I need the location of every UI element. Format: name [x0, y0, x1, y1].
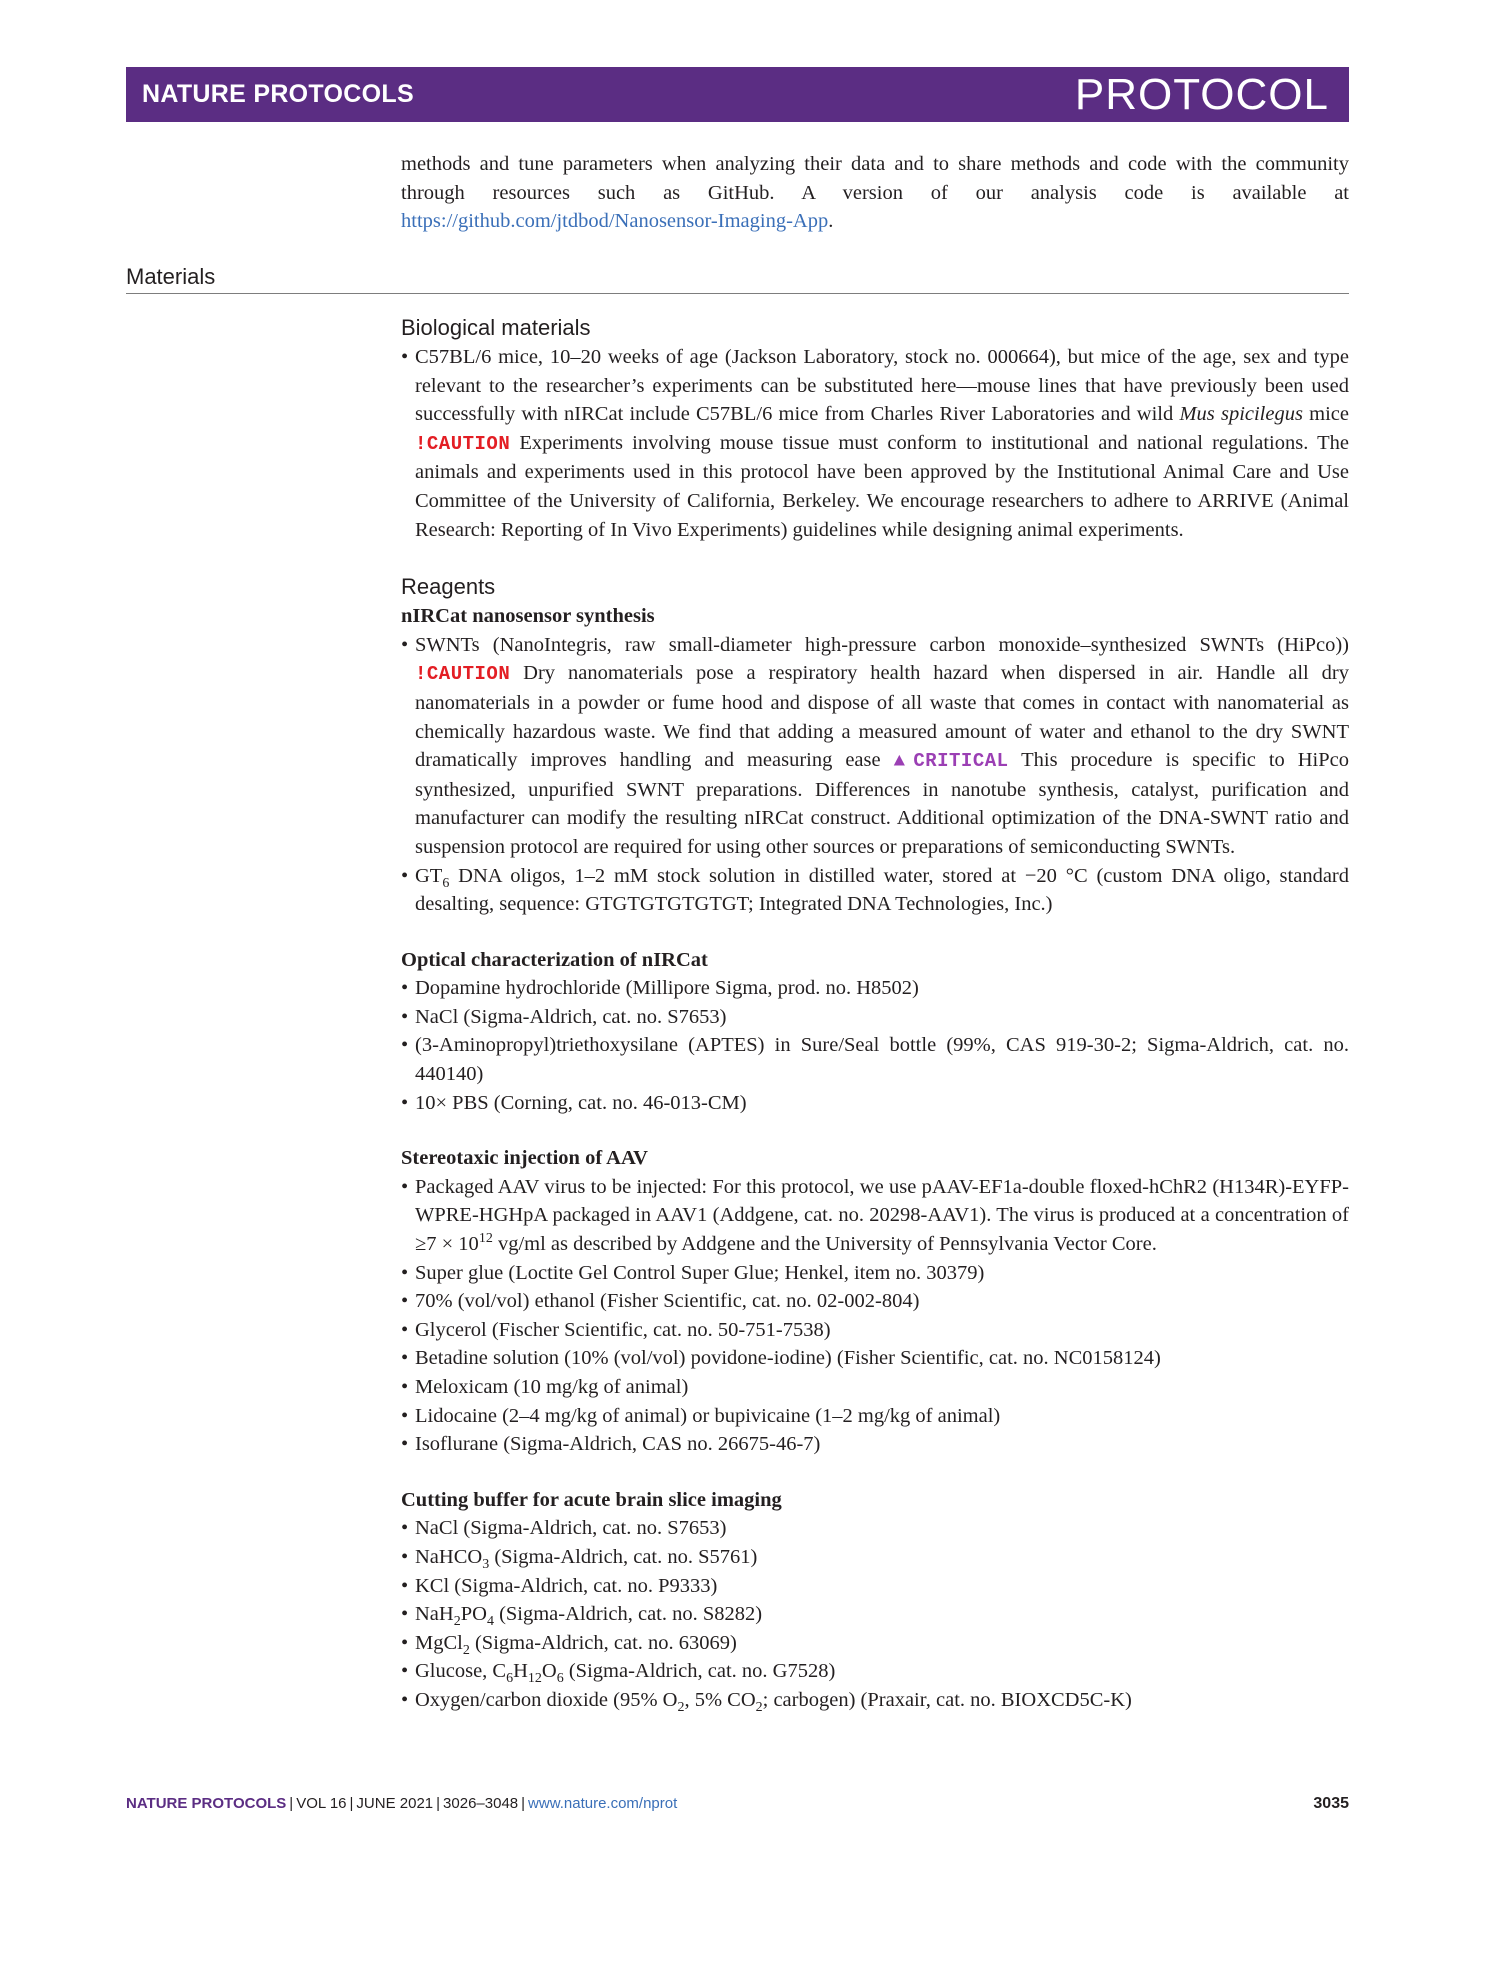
subscript: 2: [677, 1700, 685, 1716]
item-text: DNA oligos, 1–2 mM stock solution in distilled water, stored at −20 °C (custom DNA oligo, standard desalting, sequence: GTGTGTGTGTGT; Integrated DNA Technologies, Inc.): [415, 864, 1349, 916]
item-text: (Sigma-Aldrich, cat. no. G7528): [563, 1660, 836, 1683]
stereotaxic-list: [401, 1173, 1349, 1459]
item-text: Packaged AAV virus to be injected: For this protocol, we use pAAV-EF1a-double floxed-hChR2 (H134R)-EYFP-WPRE-HGHpA packaged in AAV1 (Addgene, cat. no. 20298-AAV1). The virus is produced at a concentration of ≥7 × 10: [415, 1175, 1349, 1256]
subscript: 2: [462, 1642, 470, 1658]
subscript: 2: [755, 1700, 763, 1716]
item-text: This procedure is specific to HiPco synthesized, unpurified SWNT preparations. Differences in nanotube synthesis, catalyst, purification and manufacturer can modify the resulting nIRCat construct. Additional optimization of the DNA-SWNT ratio and suspension protocol are required for using other sources or preparations of semiconducting SWNTs.: [415, 749, 1349, 858]
list-item: • NaCl (Sigma-Aldrich, cat. no. S7653): [401, 1003, 1349, 1032]
critical-label: ▲CRITICAL: [893, 750, 1009, 773]
nircat-synthesis-heading: nIRCat nanosensor synthesis: [401, 605, 655, 628]
item-text: Oxygen/carbon dioxide (95% O: [415, 1688, 678, 1711]
list-item-gt6: [401, 862, 1349, 919]
item-text: mice: [1302, 403, 1349, 426]
footer-journal: NATURE PROTOCOLS: [126, 1795, 287, 1812]
subscript: 6: [506, 1671, 514, 1687]
item-text: H: [513, 1660, 528, 1683]
list-item-aav: [401, 1173, 1349, 1259]
caution-label: !CAUTION: [415, 663, 511, 686]
item-text: Dry nanomaterials pose a respiratory health hazard when dispersed in air. Handle all dry nanomaterials in a powder or fume hood and dispose of all waste that comes in contact with nanomaterial as chemically hazardous waste. We find that adding a measured amount of water and ethanol to the dry SWNT dramatically improves handling and measuring ease: [415, 662, 1349, 772]
intro-text: methods and tune parameters when analyzing their data and to share methods and code with the community through resources such as GitHub. A version of our analysis code is available at: [401, 153, 1349, 204]
subscript: 2: [453, 1614, 461, 1630]
item-text: (Sigma-Aldrich, cat. no. S5761): [489, 1545, 758, 1568]
optical-list: [401, 974, 1349, 1117]
caution-label: !CAUTION: [415, 432, 511, 455]
intro-paragraph: [401, 150, 1349, 236]
list-item: • 70% (vol/vol) ethanol (Fisher Scientific, cat. no. 02-002-804): [401, 1287, 1349, 1316]
list-item: • NaCl (Sigma-Aldrich, cat. no. S7653): [401, 1514, 1349, 1543]
page-footer: [126, 1795, 1349, 1813]
list-item: [401, 1657, 1349, 1686]
item-text: O: [541, 1660, 557, 1683]
footer-url[interactable]: www.nature.com/nprot: [528, 1795, 678, 1812]
item-text: PO: [460, 1603, 487, 1626]
footer-pages: 3026–3048: [443, 1795, 519, 1812]
cutting-buffer-list: [401, 1514, 1349, 1714]
item-text: MgCl: [415, 1631, 463, 1654]
list-item: [401, 1629, 1349, 1658]
item-text: C57BL/6 mice, 10–20 weeks of age (Jackson Laboratory, stock no. 000664), but mice of the age, sex and type relevant to the researcher’s experiments can be substituted here—mouse lines that have previously been used successfully with nIRCat include C57BL/6 mice from Charles River Laboratories and wild: [415, 346, 1349, 426]
list-item: • Isoflurane (Sigma-Aldrich, CAS no. 26675-46-7): [401, 1430, 1349, 1459]
item-text: Experiments involving mouse tissue must conform to institutional and national regulations. The animals and experiments used in this protocol have been approved by the Institutional Animal Care and Use Committee of the University of California, Berkeley. We encourage researchers to adhere to ARRIVE (Animal Research: Reporting of In Vivo Experiments) guidelines while designing animal experiments.: [415, 431, 1349, 541]
list-item-swnt: [401, 631, 1349, 862]
list-item: • 10× PBS (Corning, cat. no. 46-013-CM): [401, 1089, 1349, 1118]
item-text: NaH: [415, 1603, 454, 1626]
list-item-mice: [401, 343, 1349, 544]
item-text: SWNTs (NanoIntegris, raw small-diameter high-pressure carbon monoxide–synthesized SWNTs (HiPco)): [415, 633, 1349, 656]
materials-heading: Materials: [126, 264, 1349, 294]
item-text: (Sigma-Aldrich, cat. no. 63069): [469, 1631, 737, 1654]
superscript: 12: [478, 1231, 493, 1247]
page-number: 3035: [1313, 1795, 1349, 1812]
footer-citation: NATURE PROTOCOLS | VOL 16 | JUNE 2021 | 3026–3048 | www.nature.com/nprot: [126, 1795, 678, 1812]
list-item: [401, 1543, 1349, 1572]
article-type: PROTOCOL: [1074, 69, 1329, 119]
materials-body: [401, 313, 1349, 1715]
reagents-heading: Reagents: [401, 574, 496, 600]
biological-list: [401, 343, 1349, 544]
subscript: 6: [442, 875, 450, 891]
item-text: (Sigma-Aldrich, cat. no. S8282): [493, 1603, 763, 1626]
journal-name: NATURE PROTOCOLS: [142, 80, 414, 108]
subscript: 12: [527, 1671, 542, 1687]
list-item: [401, 1600, 1349, 1629]
optical-heading: Optical characterization of nIRCat: [401, 948, 708, 971]
cutting-buffer-heading: Cutting buffer for acute brain slice imaging: [401, 1488, 782, 1511]
item-text: vg/ml as described by Addgene and the University of Pennsylvania Vector Core.: [492, 1233, 1157, 1256]
item-text: , 5% CO: [684, 1688, 756, 1711]
list-item: • KCl (Sigma-Aldrich, cat. no. P9333): [401, 1572, 1349, 1601]
footer-volume: VOL 16: [296, 1795, 347, 1812]
github-link[interactable]: https://github.com/jtdbod/Nanosensor-Imaging-App: [401, 210, 829, 233]
stereotaxic-heading: Stereotaxic injection of AAV: [401, 1147, 648, 1170]
species-name: Mus spicilegus: [1179, 403, 1303, 426]
list-item: • Meloxicam (10 mg/kg of animal): [401, 1373, 1349, 1402]
list-item: • (3-Aminopropyl)triethoxysilane (APTES) in Sure/Seal bottle (99%, CAS 919-30-2; Sigma-Aldrich, cat. no. 440140): [401, 1031, 1349, 1088]
subscript: 6: [556, 1671, 564, 1687]
item-text: ; carbogen) (Praxair, cat. no. BIOXCD5C-K): [762, 1688, 1132, 1711]
nircat-list: [401, 631, 1349, 919]
list-item: • Super glue (Loctite Gel Control Super Glue; Henkel, item no. 30379): [401, 1259, 1349, 1288]
list-item: • Dopamine hydrochloride (Millipore Sigma, prod. no. H8502): [401, 974, 1349, 1003]
list-item: • Betadine solution (10% (vol/vol) povidone-iodine) (Fisher Scientific, cat. no. NC0158124): [401, 1344, 1349, 1373]
item-text: GT: [415, 864, 443, 887]
item-text: NaHCO: [415, 1545, 483, 1568]
footer-date: JUNE 2021: [356, 1795, 434, 1812]
biological-materials-heading: Biological materials: [401, 315, 591, 340]
subscript: 3: [482, 1557, 490, 1573]
list-item: [401, 1686, 1349, 1715]
subscript: 4: [486, 1614, 494, 1630]
list-item: • Glycerol (Fischer Scientific, cat. no. 50-751-7538): [401, 1316, 1349, 1345]
journal-banner: [126, 67, 1349, 122]
intro-end: .: [828, 210, 834, 233]
list-item: • Lidocaine (2–4 mg/kg of animal) or bupivicaine (1–2 mg/kg of animal): [401, 1402, 1349, 1431]
item-text: Glucose, C: [415, 1660, 507, 1683]
